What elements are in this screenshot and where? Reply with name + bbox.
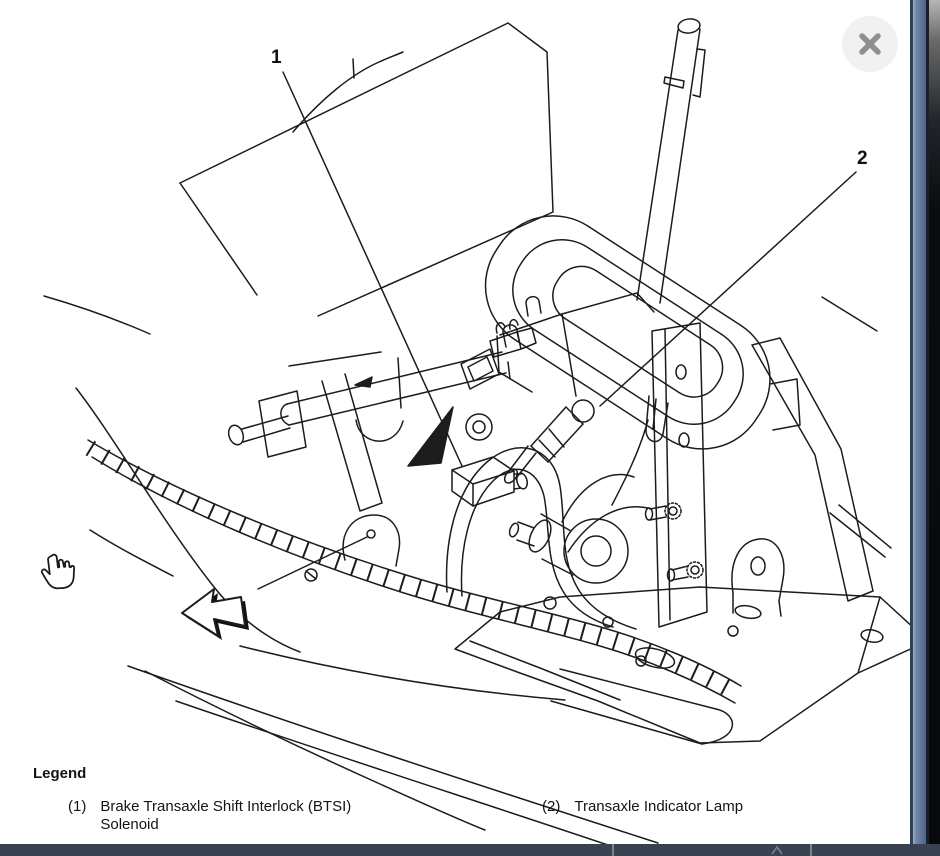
window-edge-blue-strip bbox=[913, 0, 926, 856]
callout-number-1: 1 bbox=[271, 47, 282, 68]
legend-item-label: Transaxle Indicator Lamp bbox=[574, 798, 744, 815]
legend-item-number: (2) bbox=[542, 798, 561, 815]
chevron-up-icon bbox=[770, 845, 784, 855]
leader-line-1 bbox=[283, 72, 462, 466]
pivot-bracket-and-pin bbox=[258, 515, 400, 589]
taskbar-divider bbox=[612, 844, 614, 856]
direction-arrow bbox=[182, 589, 249, 640]
legend-item-1 bbox=[68, 798, 400, 834]
legend-item-number: (1) bbox=[68, 798, 87, 815]
callout-number-2: 2 bbox=[857, 148, 868, 169]
taskbar-divider bbox=[810, 844, 812, 856]
support-strut bbox=[732, 297, 891, 616]
background-window-strip bbox=[929, 0, 940, 856]
shift-control-rod bbox=[226, 352, 506, 511]
legend-item-2 bbox=[542, 798, 743, 816]
shift-lever bbox=[637, 18, 705, 303]
close-icon bbox=[855, 29, 885, 59]
cable-end-bushing bbox=[508, 514, 628, 583]
shifter-bezel bbox=[461, 191, 795, 473]
close-button[interactable] bbox=[842, 16, 898, 72]
legend-item-label: Brake Transaxle Shift Interlock (BTSI) Solenoid bbox=[100, 798, 352, 833]
mounting-bracket-plate bbox=[646, 323, 708, 627]
shift-cable-loops bbox=[447, 448, 648, 629]
btsi-solenoid bbox=[452, 457, 529, 506]
base-plate bbox=[455, 587, 928, 744]
legend-title: Legend bbox=[33, 765, 87, 782]
console-panel-outline bbox=[180, 23, 553, 316]
taskbar-sliver bbox=[0, 844, 940, 856]
